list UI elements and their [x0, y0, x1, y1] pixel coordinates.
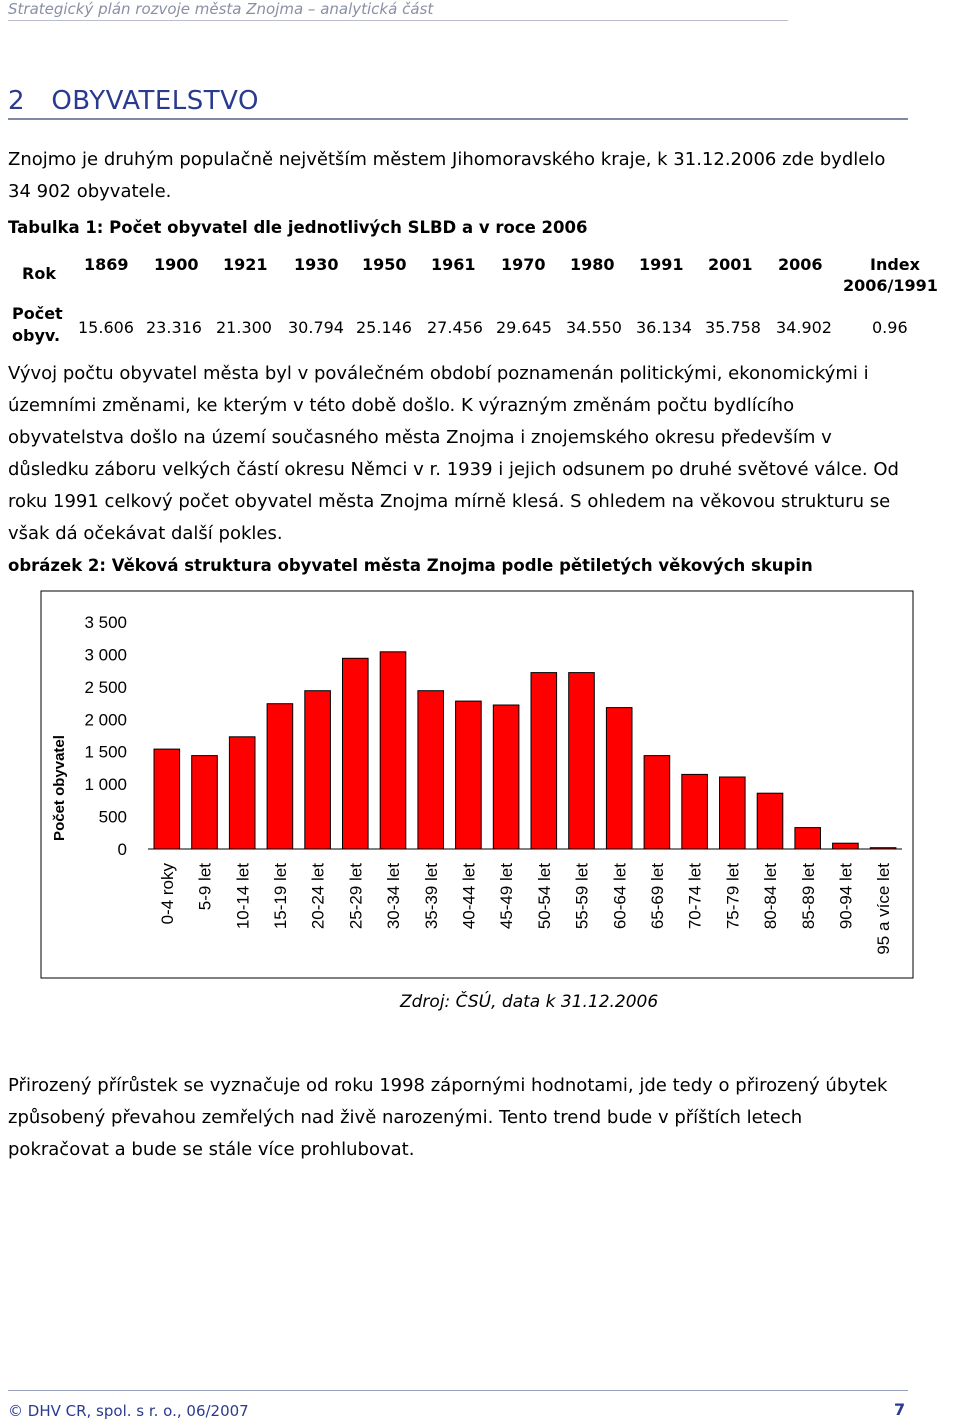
natural-increase-line: způsobený převahou zemřelých nad živě narozenými. Tento trend bude v příštích letech [8, 1107, 803, 1128]
history-line: obyvatelstva došlo na území současného města Znojma i znojemského okresu především v [8, 427, 832, 448]
table-population-cell: 30.794 [288, 318, 344, 337]
intro-line: Znojmo je druhým populačně největším městem Jihomoravského kraje, k 31.12.2006 zde bydlelo [8, 149, 886, 170]
table-population-cell: 27.456 [427, 318, 483, 337]
y-tick-label: 500 [98, 807, 127, 827]
y-tick-label: 3 500 [84, 613, 127, 632]
history-line: roku 1991 celkový počet obyvatel města Znojma mírně klesá. S ohledem na věkovou strukturu se [8, 491, 891, 512]
table-row-header-year: Rok [22, 264, 56, 283]
bar-60-64-let [606, 708, 632, 849]
table-row-header-pop: Počet [12, 304, 63, 323]
table-population-cell: 15.606 [78, 318, 134, 337]
natural-increase-line: pokračovat a bude se stále více prohlubovat. [8, 1139, 415, 1160]
y-tick-label: 2 000 [84, 710, 127, 730]
y-tick-label: 1 500 [84, 742, 127, 762]
x-tick-label: 70-74 let [685, 863, 705, 930]
bar-85-89-let [795, 828, 821, 849]
table-year-cell: 1869 [84, 255, 129, 274]
y-tick-label: 3 000 [84, 645, 127, 665]
history-line: územními změnami, ke kterým v této době došlo. K výrazným změnám počtu bydlícího [8, 395, 795, 416]
x-tick-label: 25-29 let [346, 863, 366, 930]
x-tick-label: 80-84 let [761, 863, 781, 930]
table-year-cell: 1900 [154, 255, 199, 274]
x-tick-label: 85-89 let [798, 863, 818, 930]
y-tick-label: 2 500 [84, 677, 127, 697]
bar-35-39-let [418, 691, 444, 849]
bar-55-59-let [569, 673, 595, 849]
x-tick-label: 0-4 roky [157, 863, 177, 925]
history-line: důsledku záboru velkých částí okresu Němci v r. 1939 i jejich odsunem po druhé světové válce. Od [8, 459, 899, 480]
chapter-title: OBYVATELSTVO [51, 86, 259, 116]
x-tick-label: 60-64 let [610, 863, 630, 930]
table-year-cell: 2006 [778, 255, 823, 274]
page-number: 7 [894, 1400, 906, 1419]
bar-50-54-let [531, 673, 557, 849]
x-tick-label: 20-24 let [308, 863, 328, 930]
table-year-cell: 1961 [431, 255, 476, 274]
x-tick-label: 10-14 let [233, 863, 253, 930]
bar-25-29-let [343, 658, 369, 849]
table-population-cell: 36.134 [636, 318, 692, 337]
table-population-cell: 25.146 [356, 318, 412, 337]
bar-45-49-let [493, 705, 519, 849]
table-index-value: 0.96 [872, 318, 908, 337]
x-tick-label: 65-69 let [648, 863, 667, 930]
table-population-cell: 35.758 [705, 318, 761, 337]
x-tick-label: 90-94 let [836, 863, 856, 930]
table-population-cell: 21.300 [216, 318, 272, 337]
table-population-cell: 34.550 [566, 318, 622, 337]
intro-line: 34 902 obyvatele. [8, 181, 172, 202]
table-caption: Tabulka 1: Počet obyvatel dle jednotlivých SLBD a v roce 2006 [8, 218, 588, 237]
y-tick-label: 1 000 [84, 775, 127, 795]
bar-20-24-let [305, 691, 331, 849]
bar-5-9-let [192, 756, 218, 849]
bar-10-14-let [229, 737, 255, 849]
y-tick-label: 0 [117, 840, 127, 859]
x-tick-label: 15-19 let [271, 863, 290, 930]
table-year-cell: 1930 [294, 255, 339, 274]
x-tick-label: 55-59 let [572, 863, 592, 930]
table-year-cell: 1950 [362, 255, 407, 274]
x-tick-label: 5-9 let [195, 863, 215, 911]
source-note: Zdroj: ČSÚ, data k 31.12.2006 [400, 992, 659, 1012]
y-axis-label: Počet obyvatel [51, 735, 68, 841]
table-year-cell: 1991 [639, 255, 684, 274]
bar-90-94-let [833, 843, 859, 849]
table-population-cell: 29.645 [496, 318, 552, 337]
table-year-cell: 1921 [223, 255, 268, 274]
table-year-cell: 1970 [501, 255, 546, 274]
bar-70-74-let [682, 774, 708, 849]
table-index-header: Index [870, 255, 920, 274]
bar-95-a-více-let [870, 848, 896, 849]
bar-80-84-let [757, 793, 783, 849]
x-tick-label: 30-34 let [384, 863, 404, 930]
footer-rule [8, 1390, 908, 1391]
table-row-header-pop: obyv. [12, 326, 61, 345]
bar-15-19-let [267, 704, 293, 849]
bar-65-69-let [644, 756, 670, 849]
x-tick-label: 50-54 let [534, 863, 554, 930]
chapter-number: 2 [8, 86, 26, 116]
x-tick-label: 40-44 let [459, 863, 479, 930]
bar-40-44-let [456, 701, 482, 849]
table-population-cell: 23.316 [146, 318, 202, 337]
bar-0-4-roky [154, 749, 180, 849]
bar-75-79-let [720, 777, 746, 849]
natural-increase-line: Přirozený přírůstek se vyznačuje od roku 1998 zápornými hodnotami, jde tedy o přirozený úbytek [8, 1075, 888, 1096]
footer-copyright: © DHV CR, spol. s r. o., 06/2007 [8, 1402, 249, 1420]
history-paragraph [8, 358, 908, 550]
x-tick-label: 45-49 let [497, 863, 517, 930]
table-year-cell: 1980 [570, 255, 615, 274]
age-structure-chart [40, 590, 915, 980]
x-tick-label: 95 a více let [874, 863, 894, 955]
history-line: však dá očekávat další pokles. [8, 523, 283, 544]
table-index-header: 2006/1991 [843, 276, 938, 295]
figure-caption: obrázek 2: Věková struktura obyvatel města Znojma podle pětiletých věkových skupin [8, 556, 813, 575]
table-population-cell: 34.902 [776, 318, 832, 337]
history-line: Vývoj počtu obyvatel města byl v poválečném období poznamenán politickými, ekonomickými i [8, 363, 869, 384]
table-year-cell: 2001 [708, 255, 753, 274]
bar-30-34-let [380, 652, 406, 849]
x-tick-label: 75-79 let [723, 863, 743, 930]
natural-increase-paragraph [8, 1070, 908, 1166]
population-table [0, 0, 960, 360]
running-header: Strategický plán rozvoje města Znojma – analytická část [8, 0, 434, 18]
x-tick-label: 35-39 let [421, 863, 441, 930]
